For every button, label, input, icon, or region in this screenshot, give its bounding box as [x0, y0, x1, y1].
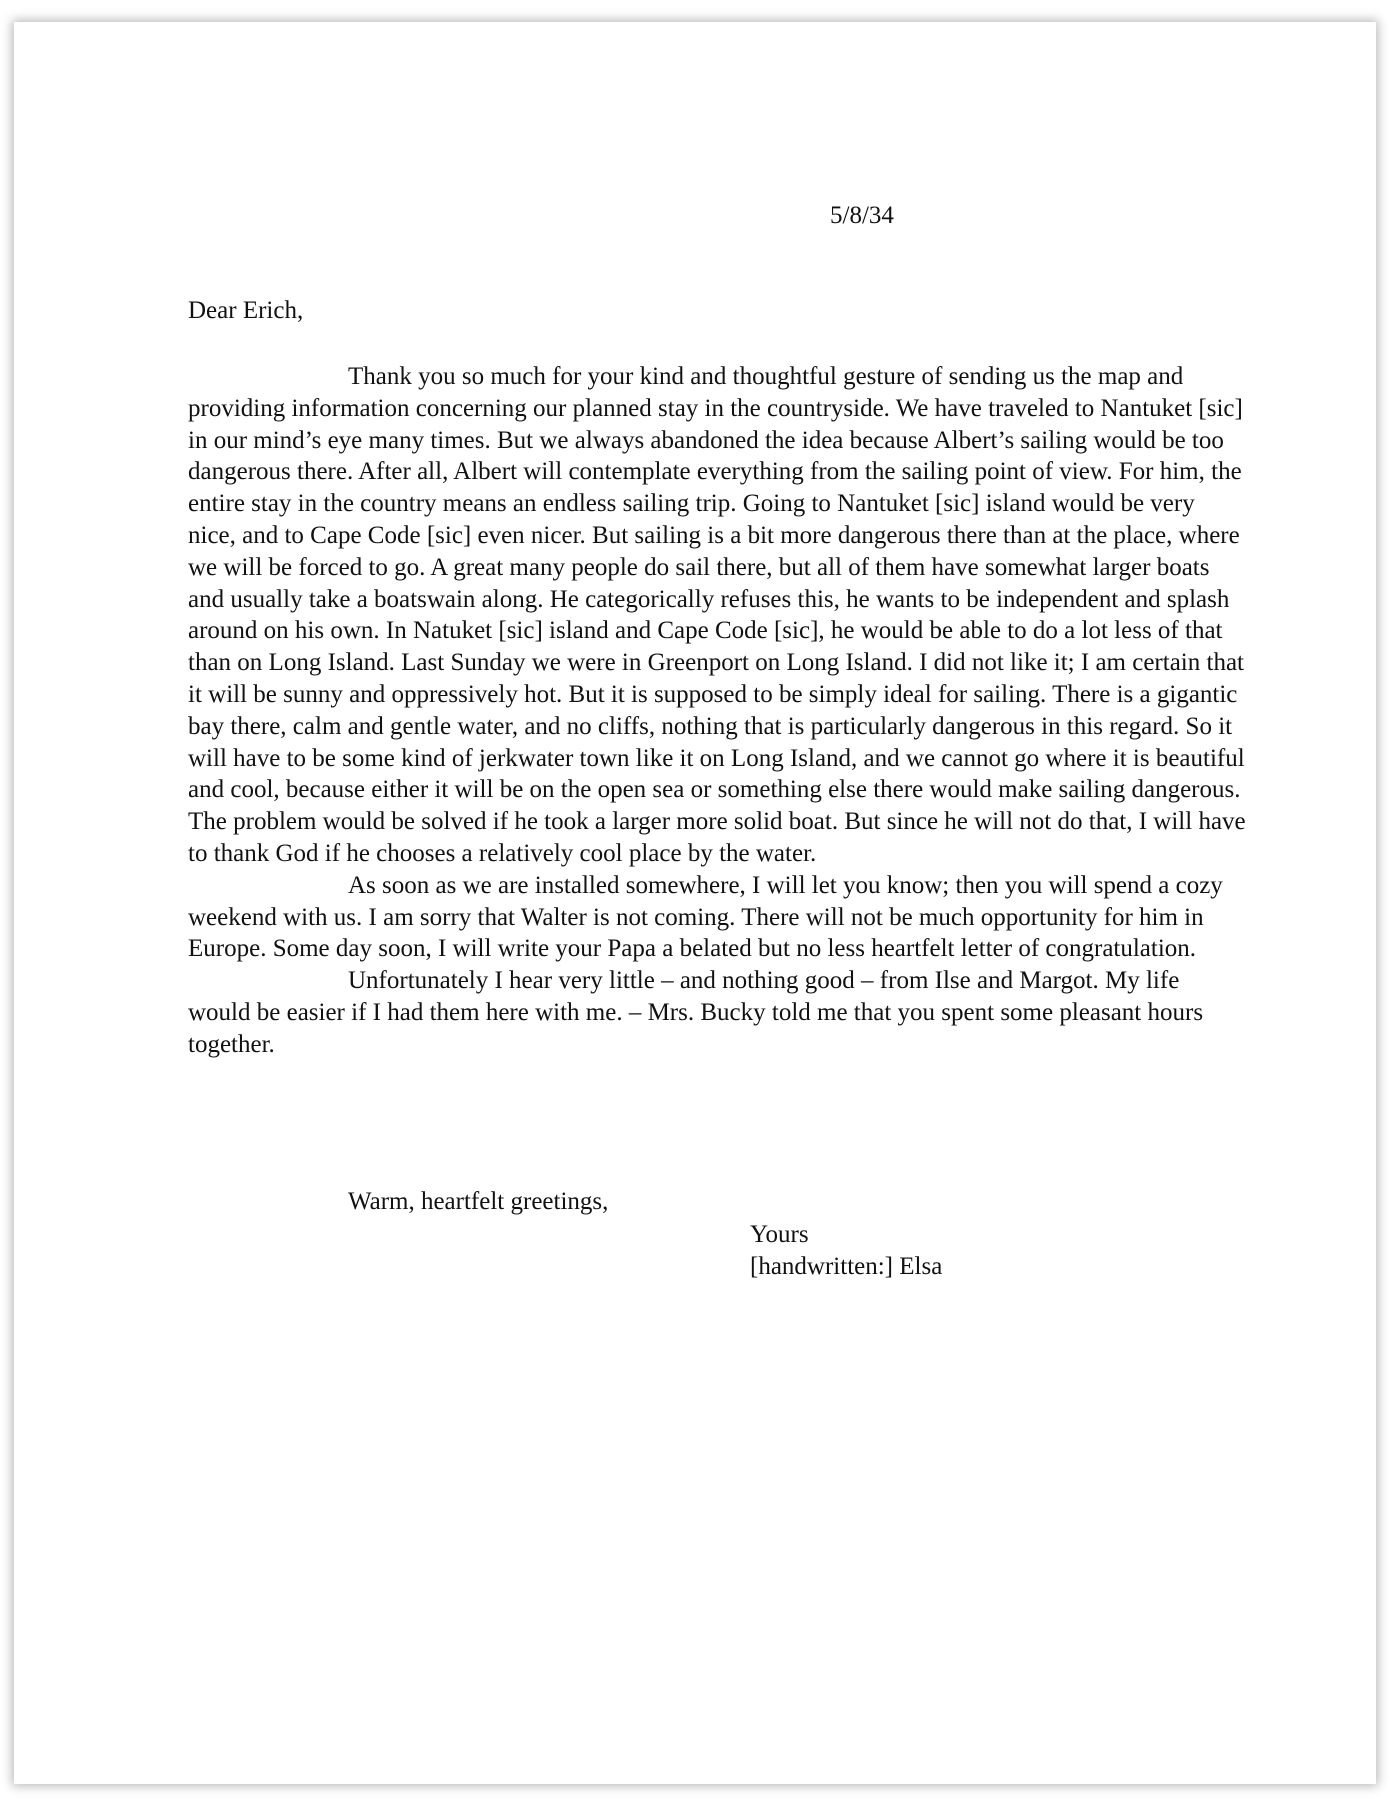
letter-closing: Warm, heartfelt greetings, [348, 1188, 609, 1215]
letter-salutation: Dear Erich, [188, 297, 304, 324]
body-paragraph-1: Thank you so much for your kind and thoughtful gesture of sending us the map and providing information concerning our planned stay in the countryside. We have traveled to Nantuket [sic] in our mind’s eye many times. But we always abandoned the idea because Albert’s sailing would be too dangerous there. After all, Albert will contemplate everything from the sailing point of view. For him, the entire stay in the country means an endless sailing trip. Going to Nantuket [sic] island would be very nice, and to Cape Code [sic] even nicer. But sailing is a bit more dangerous there than at the place, where we will be forced to go. A great many people do sail there, but all of them have somewhat larger boats and usually take a boatswain along. He categorically refuses this, he wants to be independent and splash around on his own. In Natuket [sic] island and Cape Code [sic], he would be able to do a lot less of that than on Long Island. Last Sunday we were in Greenport on Long Island. I did not like it; I am certain that it will be sunny and oppressively hot. But it is supposed to be simply ideal for sailing. There is a gigantic bay there, calm and gentle water, and no cliffs, nothing that is particularly dangerous in this regard. So it will have to be some kind of jerkwater town like it on Long Island, and we cannot go where it is beautiful and cool, because either it will be on the open sea or something else there would make sailing dangerous. The problem would be solved if he took a larger more solid boat. But since he will not do that, I will have to thank God if he chooses a relatively cool place by the water. [188, 363, 1246, 867]
letter-page [14, 22, 1376, 1784]
body-paragraph-2: As soon as we are installed somewhere, I will let you know; then you will spend a cozy weekend with us. I am sorry that Walter is not coming. There will not be much opportunity for him in Europe. Some day soon, I will write your Papa a belated but no less heartfelt letter of congratulation. [188, 871, 1223, 963]
letter-signature: [handwritten:] Elsa [750, 1253, 943, 1280]
letter-date: 5/8/34 [830, 202, 894, 229]
letter-valediction: Yours [750, 1221, 809, 1248]
letter-body [188, 361, 1248, 1061]
body-paragraph-3: Unfortunately I hear very little – and nothing good – from Ilse and Margot. My life would be easier if I had them here with me. – Mrs. Bucky told me that you spent some pleasant hours together. [188, 967, 1204, 1058]
